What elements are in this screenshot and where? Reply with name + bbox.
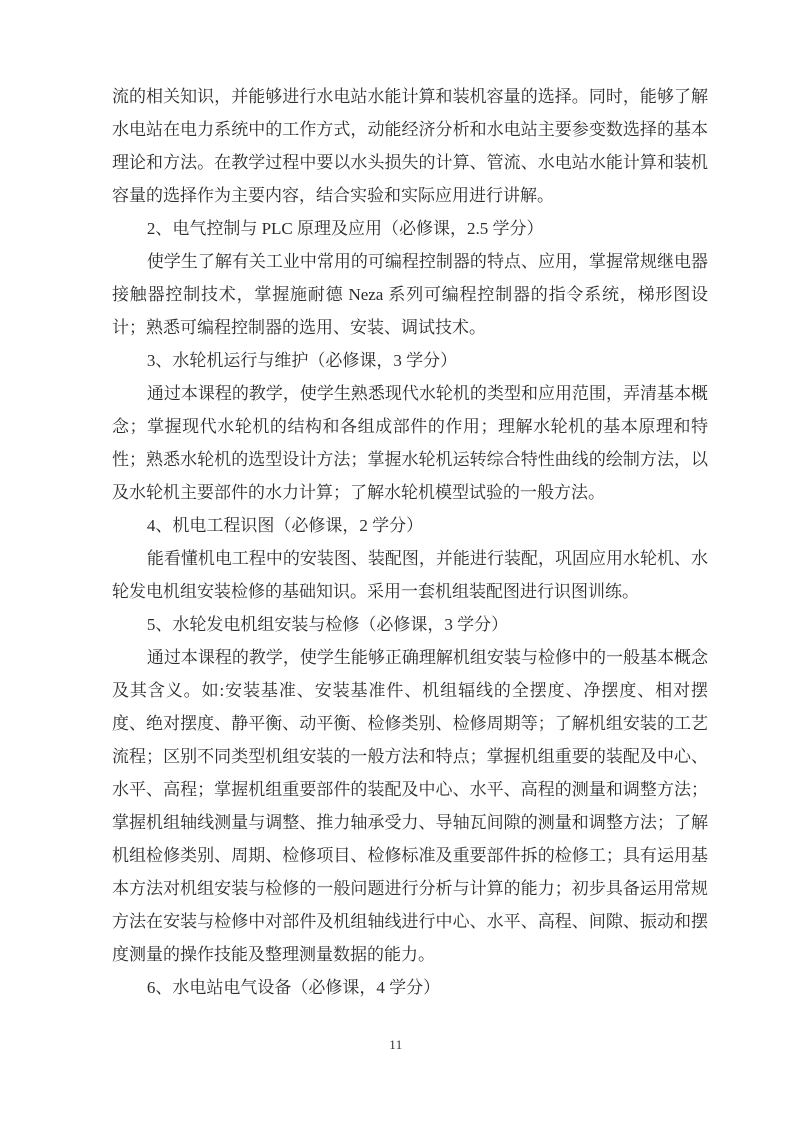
course-6-title: 6、水电站电气设备（必修课，4 学分） — [146, 978, 441, 997]
continued-paragraph: 流的相关知识，并能够进行水电站水能计算和装机容量的选择。同时，能够了解水电站在电力系统中的工作方式，动能经济分析和水电站主要参变数选择的基本理论和方法。在教学过程中要以水头损失的计算、管流、水电站水能计算和装机容量的选择作为主要内容，结合实验和实际应用进行讲解。 — [112, 87, 708, 205]
course-3-title: 3、水轮机运行与维护（必修课，3 学分） — [146, 351, 458, 370]
course-4-description: 能看懂机电工程中的安装图、装配图，并能进行装配，巩固应用水轮机、水轮发电机组安装检修的基础知识。采用一套机组装配图进行识图训练。 — [112, 549, 708, 601]
course-4-title: 4、机电工程识图（必修课，2 学分） — [146, 516, 424, 535]
document-body — [112, 80, 708, 1004]
page-number: 11 — [389, 1037, 403, 1052]
course-2-description: 使学生了解有关工业中常用的可编程控制器的特点、应用，掌握常规继电器接触器控制技术，掌握施耐德 Neza 系列可编程控制器的指令系统，梯形图设计；熟悉可编程控制器的选用、安装、调试技术。 — [112, 252, 708, 337]
course-5-description: 通过本课程的教学，使学生能够正确理解机组安装与检修中的一般基本概念及其含义。如:安装基准、安装基准件、机组辐线的全摆度、净摆度、相对摆度、绝对摆度、静平衡、动平衡、检修类别、检修周期等；了解机组安装的工艺流程；区别不同类型机组安装的一般方法和特点；掌握机组重要的装配及中心、水平、高程；掌握机组重要部件的装配及中心、水平、高程的测量和调整方法；掌握机组轴线测量与调整、推力轴承受力、导轴瓦间隙的测量和调整方法；了解机组检修类别、周期、检修项目、检修标准及重要部件拆的检修工；具有运用基本方法对机组安装与检修的一般问题进行分析与计算的能力；初步具备运用常规方法在安装与检修中对部件及机组轴线进行中心、水平、高程、间隙、振动和摆度测量的操作技能及整理测量数据的能力。 — [112, 648, 708, 964]
course-2-title: 2、电气控制与 PLC 原理及应用（必修课，2.5 学分） — [146, 219, 544, 238]
course-3-description: 通过本课程的教学，使学生熟悉现代水轮机的类型和应用范围，弄清基本概念；掌握现代水轮机的结构和各组成部件的作用；理解水轮机的基本原理和特性；熟悉水轮机的选型设计方法；掌握水轮机运转综合特性曲线的绘制方法，以及水轮机主要部件的水力计算；了解水轮机模型试验的一般方法。 — [112, 384, 708, 502]
course-5-title: 5、水轮发电机组安装与检修（必修课，3 学分） — [146, 615, 509, 634]
